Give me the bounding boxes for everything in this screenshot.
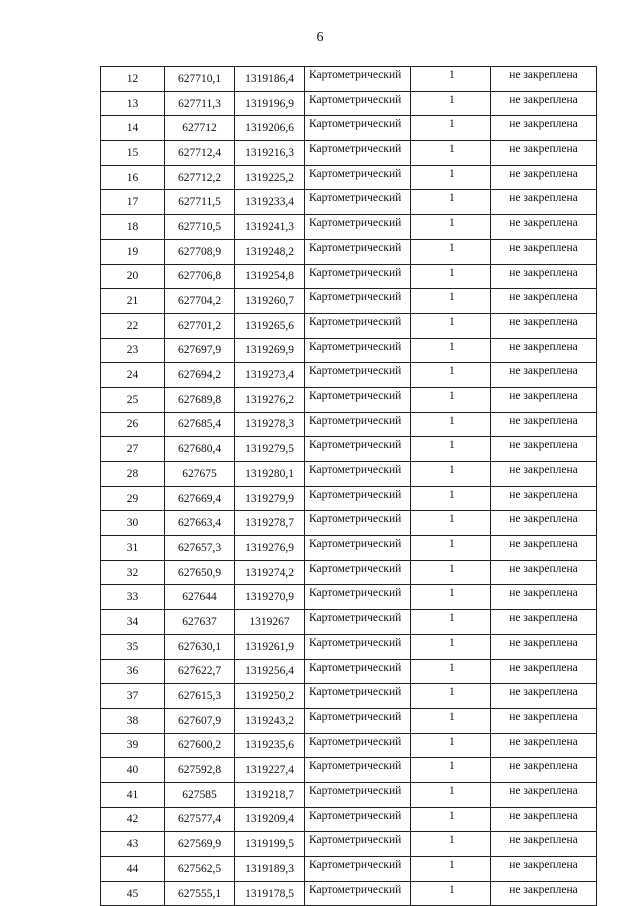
table-row	[101, 363, 597, 388]
x-coordinate-cell: 627711,5	[165, 190, 235, 215]
method-cell: Картометрический	[305, 486, 411, 511]
method-cell: Картометрический	[305, 511, 411, 536]
x-coordinate-cell: 627622,7	[165, 659, 235, 684]
x-coordinate-cell: 627637	[165, 610, 235, 635]
table-row	[101, 881, 597, 906]
table-row	[101, 486, 597, 511]
point-number-cell: 25	[101, 387, 165, 412]
accuracy-cell: 1	[411, 437, 491, 462]
table-row	[101, 412, 597, 437]
page-number: 6	[316, 30, 324, 45]
accuracy-cell: 1	[411, 708, 491, 733]
y-coordinate-cell: 1319254,8	[235, 264, 305, 289]
method-cell: Картометрический	[305, 585, 411, 610]
table-row	[101, 387, 597, 412]
method-cell: Картометрический	[305, 807, 411, 832]
y-coordinate-cell: 1319233,4	[235, 190, 305, 215]
fixing-cell: не закреплена	[491, 684, 597, 709]
x-coordinate-cell: 627630,1	[165, 634, 235, 659]
method-cell: Картометрический	[305, 141, 411, 166]
fixing-cell: не закреплена	[491, 116, 597, 141]
y-coordinate-cell: 1319278,3	[235, 412, 305, 437]
fixing-cell: не закреплена	[491, 190, 597, 215]
method-cell: Картометрический	[305, 857, 411, 882]
fixing-cell: не закреплена	[491, 610, 597, 635]
y-coordinate-cell: 1319270,9	[235, 585, 305, 610]
table-row	[101, 511, 597, 536]
accuracy-cell: 1	[411, 857, 491, 882]
accuracy-cell: 1	[411, 610, 491, 635]
x-coordinate-cell: 627710,5	[165, 215, 235, 240]
fixing-cell: не закреплена	[491, 239, 597, 264]
table-row	[101, 462, 597, 487]
y-coordinate-cell: 1319256,4	[235, 659, 305, 684]
y-coordinate-cell: 1319216,3	[235, 141, 305, 166]
accuracy-cell: 1	[411, 659, 491, 684]
accuracy-cell: 1	[411, 387, 491, 412]
accuracy-cell: 1	[411, 313, 491, 338]
fixing-cell: не закреплена	[491, 782, 597, 807]
method-cell: Картометрический	[305, 338, 411, 363]
accuracy-cell: 1	[411, 511, 491, 536]
x-coordinate-cell: 627562,5	[165, 857, 235, 882]
y-coordinate-cell: 1319218,7	[235, 782, 305, 807]
point-number-cell: 22	[101, 313, 165, 338]
method-cell: Картометрический	[305, 165, 411, 190]
y-coordinate-cell: 1319178,5	[235, 881, 305, 906]
table-body	[101, 67, 597, 906]
table-row	[101, 264, 597, 289]
method-cell: Картометрический	[305, 536, 411, 561]
fixing-cell: не закреплена	[491, 141, 597, 166]
fixing-cell: не закреплена	[491, 462, 597, 487]
point-number-cell: 18	[101, 215, 165, 240]
point-number-cell: 27	[101, 437, 165, 462]
x-coordinate-cell: 627585	[165, 782, 235, 807]
y-coordinate-cell: 1319206,6	[235, 116, 305, 141]
point-number-cell: 24	[101, 363, 165, 388]
table-row	[101, 610, 597, 635]
fixing-cell: не закреплена	[491, 387, 597, 412]
method-cell: Картометрический	[305, 634, 411, 659]
fixing-cell: не закреплена	[491, 634, 597, 659]
x-coordinate-cell: 627577,4	[165, 807, 235, 832]
table-row	[101, 289, 597, 314]
y-coordinate-cell: 1319276,2	[235, 387, 305, 412]
point-number-cell: 29	[101, 486, 165, 511]
y-coordinate-cell: 1319265,6	[235, 313, 305, 338]
y-coordinate-cell: 1319186,4	[235, 67, 305, 92]
accuracy-cell: 1	[411, 264, 491, 289]
fixing-cell: не закреплена	[491, 708, 597, 733]
method-cell: Картометрический	[305, 412, 411, 437]
table-row	[101, 758, 597, 783]
point-number-cell: 14	[101, 116, 165, 141]
x-coordinate-cell: 627694,2	[165, 363, 235, 388]
accuracy-cell: 1	[411, 585, 491, 610]
x-coordinate-cell: 627706,8	[165, 264, 235, 289]
method-cell: Картометрический	[305, 708, 411, 733]
accuracy-cell: 1	[411, 684, 491, 709]
table-row	[101, 437, 597, 462]
y-coordinate-cell: 1319235,6	[235, 733, 305, 758]
method-cell: Картометрический	[305, 659, 411, 684]
table-row	[101, 708, 597, 733]
y-coordinate-cell: 1319261,9	[235, 634, 305, 659]
fixing-cell: не закреплена	[491, 486, 597, 511]
accuracy-cell: 1	[411, 634, 491, 659]
method-cell: Картометрический	[305, 610, 411, 635]
x-coordinate-cell: 627600,2	[165, 733, 235, 758]
fixing-cell: не закреплена	[491, 832, 597, 857]
y-coordinate-cell: 1319279,5	[235, 437, 305, 462]
fixing-cell: не закреплена	[491, 313, 597, 338]
point-number-cell: 28	[101, 462, 165, 487]
fixing-cell: не закреплена	[491, 511, 597, 536]
y-coordinate-cell: 1319248,2	[235, 239, 305, 264]
fixing-cell: не закреплена	[491, 807, 597, 832]
table-row	[101, 215, 597, 240]
x-coordinate-cell: 627689,8	[165, 387, 235, 412]
accuracy-cell: 1	[411, 536, 491, 561]
table-row	[101, 313, 597, 338]
method-cell: Картометрический	[305, 733, 411, 758]
method-cell: Картометрический	[305, 881, 411, 906]
accuracy-cell: 1	[411, 190, 491, 215]
table-row	[101, 585, 597, 610]
x-coordinate-cell: 627711,3	[165, 91, 235, 116]
point-number-cell: 41	[101, 782, 165, 807]
table-row	[101, 116, 597, 141]
table-row	[101, 634, 597, 659]
table-row	[101, 659, 597, 684]
fixing-cell: не закреплена	[491, 91, 597, 116]
method-cell: Картометрический	[305, 832, 411, 857]
accuracy-cell: 1	[411, 412, 491, 437]
fixing-cell: не закреплена	[491, 289, 597, 314]
x-coordinate-cell: 627650,9	[165, 560, 235, 585]
x-coordinate-cell: 627685,4	[165, 412, 235, 437]
table-row	[101, 190, 597, 215]
method-cell: Картометрический	[305, 67, 411, 92]
x-coordinate-cell: 627680,4	[165, 437, 235, 462]
fixing-cell: не закреплена	[491, 758, 597, 783]
table-row	[101, 832, 597, 857]
accuracy-cell: 1	[411, 462, 491, 487]
y-coordinate-cell: 1319274,2	[235, 560, 305, 585]
fixing-cell: не закреплена	[491, 536, 597, 561]
point-number-cell: 23	[101, 338, 165, 363]
method-cell: Картометрический	[305, 437, 411, 462]
y-coordinate-cell: 1319209,4	[235, 807, 305, 832]
method-cell: Картометрический	[305, 91, 411, 116]
fixing-cell: не закреплена	[491, 857, 597, 882]
method-cell: Картометрический	[305, 782, 411, 807]
table-row	[101, 338, 597, 363]
table-row	[101, 67, 597, 92]
fixing-cell: не закреплена	[491, 733, 597, 758]
point-number-cell: 37	[101, 684, 165, 709]
point-number-cell: 32	[101, 560, 165, 585]
y-coordinate-cell: 1319189,3	[235, 857, 305, 882]
point-number-cell: 35	[101, 634, 165, 659]
accuracy-cell: 1	[411, 91, 491, 116]
point-number-cell: 26	[101, 412, 165, 437]
method-cell: Картометрический	[305, 363, 411, 388]
fixing-cell: не закреплена	[491, 585, 597, 610]
x-coordinate-cell: 627669,4	[165, 486, 235, 511]
method-cell: Картометрический	[305, 313, 411, 338]
accuracy-cell: 1	[411, 338, 491, 363]
fixing-cell: не закреплена	[491, 338, 597, 363]
table-row	[101, 91, 597, 116]
point-number-cell: 31	[101, 536, 165, 561]
fixing-cell: не закреплена	[491, 881, 597, 906]
x-coordinate-cell: 627675	[165, 462, 235, 487]
table-row	[101, 684, 597, 709]
y-coordinate-cell: 1319267	[235, 610, 305, 635]
fixing-cell: не закреплена	[491, 67, 597, 92]
method-cell: Картометрический	[305, 684, 411, 709]
accuracy-cell: 1	[411, 141, 491, 166]
point-number-cell: 15	[101, 141, 165, 166]
point-number-cell: 40	[101, 758, 165, 783]
x-coordinate-cell: 627569,9	[165, 832, 235, 857]
y-coordinate-cell: 1319280,1	[235, 462, 305, 487]
point-number-cell: 30	[101, 511, 165, 536]
accuracy-cell: 1	[411, 782, 491, 807]
point-number-cell: 44	[101, 857, 165, 882]
y-coordinate-cell: 1319260,7	[235, 289, 305, 314]
point-number-cell: 20	[101, 264, 165, 289]
x-coordinate-cell: 627710,1	[165, 67, 235, 92]
accuracy-cell: 1	[411, 116, 491, 141]
y-coordinate-cell: 1319227,4	[235, 758, 305, 783]
method-cell: Картометрический	[305, 387, 411, 412]
x-coordinate-cell: 627607,9	[165, 708, 235, 733]
y-coordinate-cell: 1319269,9	[235, 338, 305, 363]
x-coordinate-cell: 627644	[165, 585, 235, 610]
fixing-cell: не закреплена	[491, 560, 597, 585]
coordinates-table	[100, 66, 597, 906]
y-coordinate-cell: 1319196,9	[235, 91, 305, 116]
method-cell: Картометрический	[305, 190, 411, 215]
table-row	[101, 857, 597, 882]
y-coordinate-cell: 1319241,3	[235, 215, 305, 240]
accuracy-cell: 1	[411, 363, 491, 388]
y-coordinate-cell: 1319276,9	[235, 536, 305, 561]
x-coordinate-cell: 627712,2	[165, 165, 235, 190]
accuracy-cell: 1	[411, 807, 491, 832]
method-cell: Картометрический	[305, 462, 411, 487]
x-coordinate-cell: 627704,2	[165, 289, 235, 314]
method-cell: Картометрический	[305, 264, 411, 289]
fixing-cell: не закреплена	[491, 215, 597, 240]
x-coordinate-cell: 627657,3	[165, 536, 235, 561]
point-number-cell: 16	[101, 165, 165, 190]
table-row	[101, 141, 597, 166]
y-coordinate-cell: 1319243,2	[235, 708, 305, 733]
x-coordinate-cell: 627663,4	[165, 511, 235, 536]
accuracy-cell: 1	[411, 881, 491, 906]
fixing-cell: не закреплена	[491, 412, 597, 437]
fixing-cell: не закреплена	[491, 165, 597, 190]
table-row	[101, 165, 597, 190]
x-coordinate-cell: 627615,3	[165, 684, 235, 709]
x-coordinate-cell: 627592,8	[165, 758, 235, 783]
x-coordinate-cell: 627697,9	[165, 338, 235, 363]
accuracy-cell: 1	[411, 758, 491, 783]
table-row	[101, 560, 597, 585]
accuracy-cell: 1	[411, 560, 491, 585]
y-coordinate-cell: 1319273,4	[235, 363, 305, 388]
point-number-cell: 33	[101, 585, 165, 610]
table-row	[101, 239, 597, 264]
point-number-cell: 13	[101, 91, 165, 116]
point-number-cell: 12	[101, 67, 165, 92]
point-number-cell: 38	[101, 708, 165, 733]
accuracy-cell: 1	[411, 733, 491, 758]
point-number-cell: 39	[101, 733, 165, 758]
x-coordinate-cell: 627555,1	[165, 881, 235, 906]
x-coordinate-cell: 627712,4	[165, 141, 235, 166]
accuracy-cell: 1	[411, 832, 491, 857]
accuracy-cell: 1	[411, 486, 491, 511]
accuracy-cell: 1	[411, 67, 491, 92]
fixing-cell: не закреплена	[491, 363, 597, 388]
point-number-cell: 45	[101, 881, 165, 906]
point-number-cell: 17	[101, 190, 165, 215]
table-row	[101, 782, 597, 807]
y-coordinate-cell: 1319199,5	[235, 832, 305, 857]
y-coordinate-cell: 1319278,7	[235, 511, 305, 536]
accuracy-cell: 1	[411, 289, 491, 314]
point-number-cell: 21	[101, 289, 165, 314]
method-cell: Картометрический	[305, 289, 411, 314]
y-coordinate-cell: 1319250,2	[235, 684, 305, 709]
method-cell: Картометрический	[305, 560, 411, 585]
accuracy-cell: 1	[411, 239, 491, 264]
x-coordinate-cell: 627708,9	[165, 239, 235, 264]
point-number-cell: 42	[101, 807, 165, 832]
method-cell: Картометрический	[305, 239, 411, 264]
x-coordinate-cell: 627712	[165, 116, 235, 141]
point-number-cell: 36	[101, 659, 165, 684]
y-coordinate-cell: 1319279,9	[235, 486, 305, 511]
table-row	[101, 733, 597, 758]
table-row	[101, 536, 597, 561]
method-cell: Картометрический	[305, 116, 411, 141]
table-row	[101, 807, 597, 832]
point-number-cell: 34	[101, 610, 165, 635]
point-number-cell: 43	[101, 832, 165, 857]
method-cell: Картометрический	[305, 758, 411, 783]
accuracy-cell: 1	[411, 215, 491, 240]
point-number-cell: 19	[101, 239, 165, 264]
fixing-cell: не закреплена	[491, 264, 597, 289]
method-cell: Картометрический	[305, 215, 411, 240]
x-coordinate-cell: 627701,2	[165, 313, 235, 338]
y-coordinate-cell: 1319225,2	[235, 165, 305, 190]
fixing-cell: не закреплена	[491, 437, 597, 462]
accuracy-cell: 1	[411, 165, 491, 190]
fixing-cell: не закреплена	[491, 659, 597, 684]
